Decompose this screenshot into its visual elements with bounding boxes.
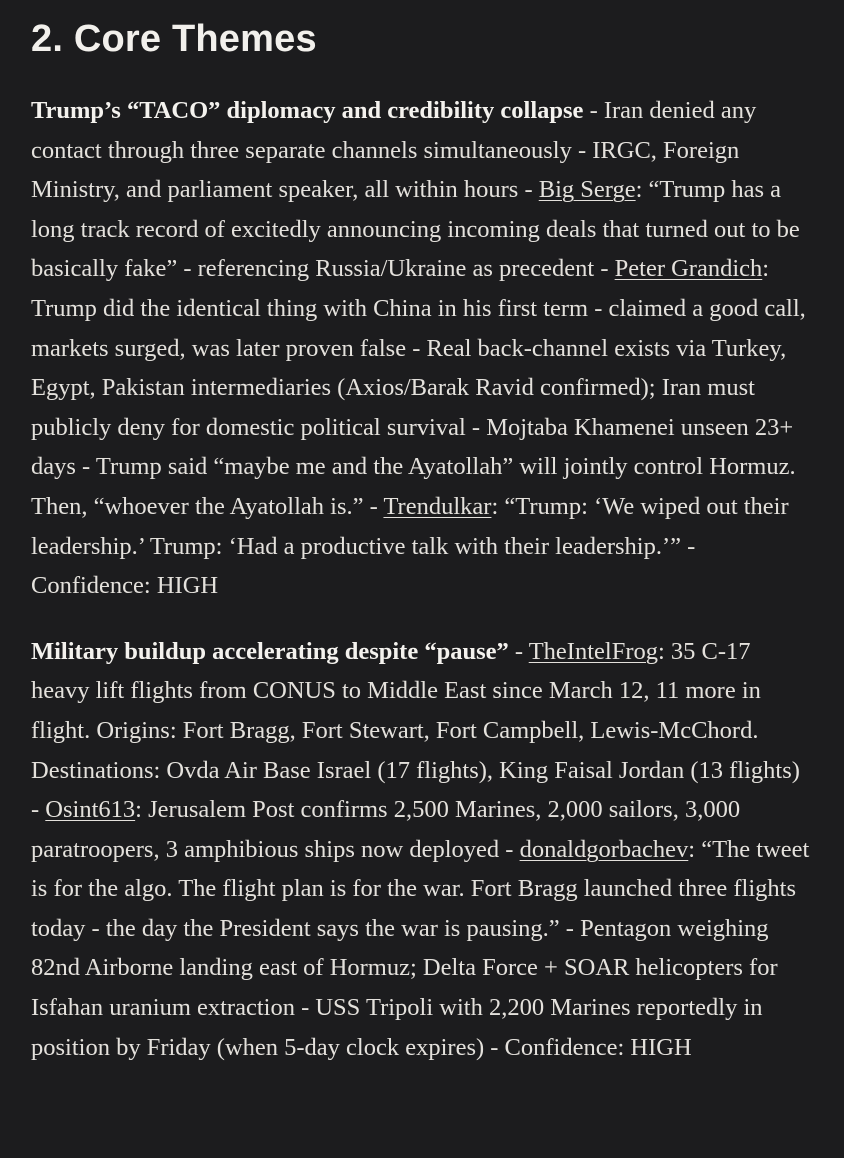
section-heading: 2. Core Themes bbox=[31, 18, 317, 60]
theme-text: : “Trump: ‘We wiped out their leadership.’ Trump: ‘Had a productive talk with their leadership.’” - Confidence: HIGH bbox=[31, 492, 789, 600]
theme-paragraph-credibility bbox=[31, 91, 813, 606]
theme-text: : Jerusalem Post confirms 2,500 Marines, 2,000 sailors, 3,000 paratroopers, 3 amphibious ships now deployed - bbox=[31, 796, 741, 863]
source-link-trendulkar[interactable]: Trendulkar bbox=[383, 492, 492, 520]
theme-title: Trump’s “TACO” diplomacy and credibility collapse bbox=[31, 97, 584, 124]
theme-title: Military buildup accelerating despite “pause” bbox=[31, 637, 509, 665]
source-link-peter-grandich[interactable]: Peter Grandich bbox=[614, 255, 763, 283]
theme-text: - bbox=[508, 637, 529, 665]
source-link-big-serge[interactable]: Big Serge bbox=[538, 176, 636, 204]
theme-text: : 35 C-17 heavy lift flights from CONUS to Middle East since March 12, 11 more in flight. Origins: Fort Bragg, Fort Stewart, Fort Campbell, Lewis-McChord. Destinations: Ovda Air Base Israel (17 flights), King Faisal Jordan (13 flights) - bbox=[31, 637, 800, 824]
source-link-osint613[interactable]: Osint613 bbox=[45, 796, 136, 824]
theme-text: : “Trump has a long track record of excitedly announcing incoming deals that turned out to be basically fake” - referencing Russia/Ukraine as precedent - bbox=[31, 176, 800, 283]
source-link-donaldgorbachev[interactable]: donaldgorbachev bbox=[519, 835, 689, 863]
theme-text: : Trump did the identical thing with China in his first term - claimed a good call, markets surged, was later proven false - Real back-channel exists via Turkey, Egypt, Pakistan intermediaries (Axios/Barak Ravid confirmed); Iran must publicly deny for domestic political survival - Mojtaba Khamenei unseen 23+ days - Trump said “maybe me and the Ayatollah” will jointly control Hormuz. Then, “whoever the Ayatollah is.” - bbox=[31, 255, 806, 520]
theme-text: - Iran denied any contact through three separate channels simultaneously - IRGC, Foreign Ministry, and parliament speaker, all within hours - bbox=[31, 97, 757, 204]
source-link-theintelfrog[interactable]: TheIntelFrog bbox=[528, 637, 658, 665]
theme-text: : “The tweet is for the algo. The flight plan is for the war. Fort Bragg launched three flights today - the day the President says the war is pausing.” - Pentagon weighing 82nd Airborne landing east of Hormuz; Delta Force + SOAR helicopters for Isfahan uranium extraction - USS Tripoli with 2,200 Marines reportedly in position by Friday (when 5-day clock expires) - Confidence: HIGH bbox=[31, 835, 810, 1061]
theme-paragraph-military-buildup bbox=[31, 632, 813, 1068]
